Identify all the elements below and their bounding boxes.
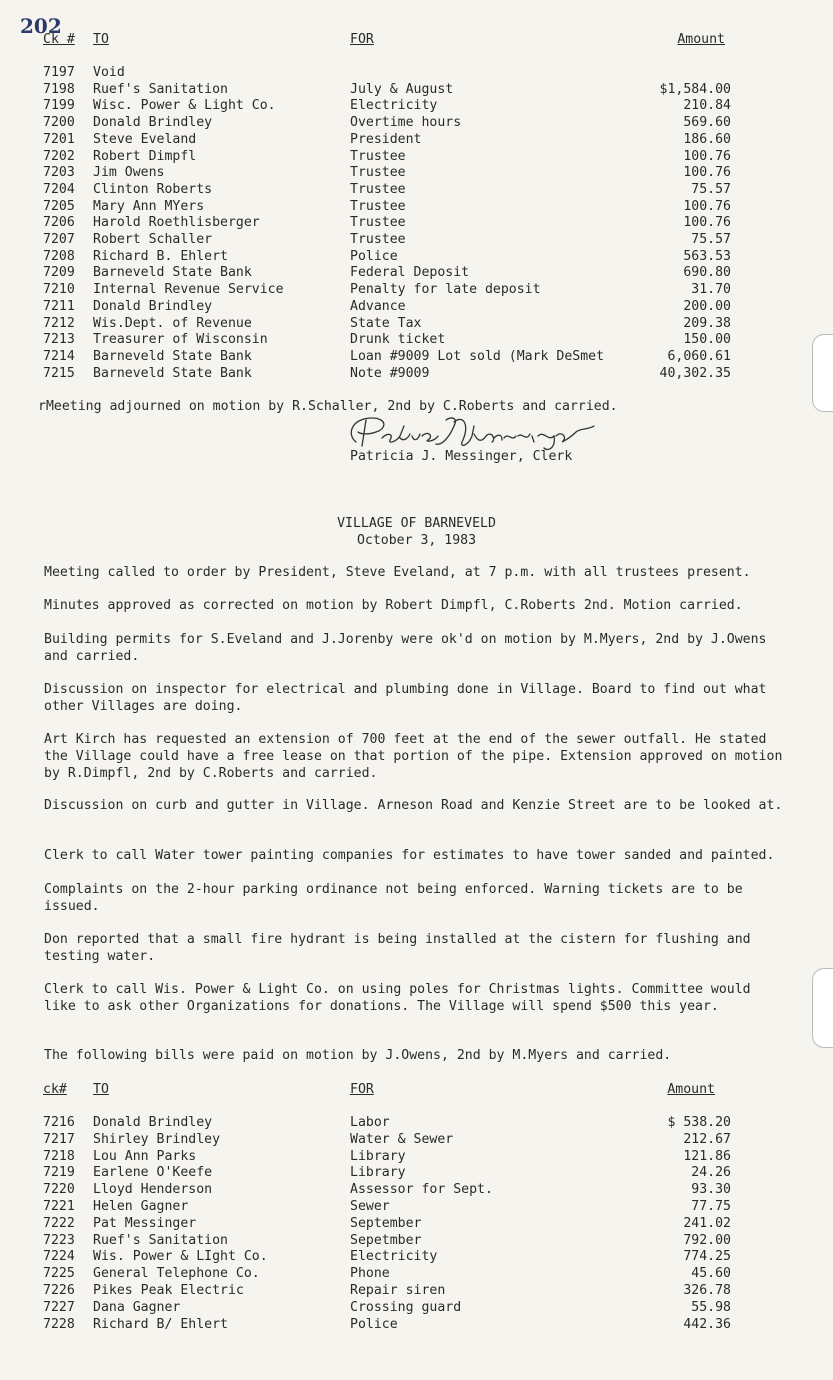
minutes-paragraph: Complaints on the 2-hour parking ordinance not being enforced. Warning tickets are to be issued. (44, 882, 743, 914)
table-row (0, 316, 833, 333)
cell-for: Police (350, 1316, 398, 1332)
cell-for: Loan #9009 Lot sold (Mark DeSmet (350, 348, 605, 364)
cell-for: Overtime hours (350, 115, 462, 131)
minutes-paragraph: Discussion on inspector for electrical and plumbing done in Village. Board to find out what other Villages are doing. (44, 682, 767, 714)
cell-to: General Telephone Co. (93, 1266, 260, 1282)
cell-for: Note #9009 (350, 365, 430, 381)
cell-ck: 7208 (43, 248, 75, 264)
minutes-title: VILLAGE OF BARNEVELD (337, 516, 496, 531)
table-row (0, 165, 833, 182)
minutes-paragraph: Discussion on curb and gutter in Village. Arneson Road and Kenzie Street are to be looked at. (44, 798, 783, 813)
table-row (0, 1165, 833, 1182)
table-row (0, 65, 833, 82)
cell-for: Library (350, 1148, 406, 1164)
cell-ck: 7228 (43, 1316, 75, 1332)
cell-ck: 7212 (43, 315, 75, 331)
cell-amount: 100.76 (683, 165, 731, 181)
table-row (0, 215, 833, 232)
cell-amount: 326.78 (683, 1283, 731, 1298)
cell-to: Wis. Power & LIght Co. (93, 1249, 268, 1265)
cell-ck: 7204 (43, 181, 75, 197)
table-row (0, 1283, 833, 1300)
cell-ck: 7200 (43, 115, 75, 131)
cell-for: Federal Deposit (350, 265, 470, 281)
cell-to: Helen Gagner (93, 1199, 189, 1214)
table-row (0, 1249, 833, 1266)
cell-ck: 7199 (43, 98, 75, 114)
cell-ck: 7221 (43, 1199, 75, 1214)
minutes-paragraph: Clerk to call Wis. Power & Light Co. on using poles for Christmas lights. Committee would like to ask other Organizations for donations. The Village will spend $500 this year. (44, 982, 751, 1014)
header-amount: Amount (667, 1082, 715, 1097)
cell-amount: 210.84 (683, 98, 731, 114)
cell-to: Ruef's Sanitation (93, 81, 228, 97)
cell-ck: 7219 (43, 1165, 75, 1181)
cell-amount: 186.60 (683, 131, 731, 147)
table-row (0, 1317, 833, 1334)
cell-for: July & August (350, 81, 454, 97)
cell-for: Trustee (350, 165, 406, 181)
table-row (0, 132, 833, 149)
cell-amount: 569.60 (683, 115, 731, 131)
cell-for: Drunk ticket (350, 332, 446, 348)
cell-for: Assessor for Sept. (350, 1182, 493, 1198)
table-row (0, 1115, 833, 1132)
cell-to: Donald Brindley (93, 298, 213, 314)
cell-to: Wis.Dept. of Revenue (93, 315, 252, 331)
table-row (0, 332, 833, 349)
cell-amount: 774.25 (683, 1249, 731, 1265)
cell-to: Treasurer of Wisconsin (93, 332, 268, 348)
cell-ck: 7202 (43, 148, 75, 164)
table-row (0, 1182, 833, 1199)
cell-for: Trustee (350, 148, 406, 164)
table-row (0, 282, 833, 299)
cell-for: Trustee (350, 181, 406, 197)
cell-amount: 442.36 (683, 1316, 731, 1332)
table-row (0, 199, 833, 216)
cell-amount: 690.80 (683, 265, 731, 281)
header-to: TO (93, 1082, 109, 1097)
cell-amount: 212.67 (683, 1131, 731, 1147)
cell-to: Richard B/ Ehlert (93, 1316, 228, 1332)
cell-amount: $1,584.00 (659, 81, 731, 97)
table-row (0, 299, 833, 316)
cell-for: State Tax (350, 315, 422, 331)
cell-ck: 7220 (43, 1182, 75, 1198)
clerk-signature (342, 412, 612, 454)
cell-for: Police (350, 248, 398, 264)
cell-amount: 121.86 (683, 1148, 731, 1164)
cell-amount: 209.38 (683, 315, 731, 331)
cell-ck: 7223 (43, 1232, 75, 1248)
header-to: TO (93, 32, 109, 47)
cell-to: Pat Messinger (93, 1215, 197, 1231)
cell-to: Barneveld State Bank (93, 365, 252, 381)
cell-for: Electricity (350, 1249, 438, 1265)
cell-amount: 100.76 (683, 148, 731, 164)
cell-for: Water & Sewer (350, 1131, 454, 1147)
table-row (0, 232, 833, 249)
minutes-paragraph: Art Kirch has requested an extension of 700 feet at the end of the sewer outfall. He stated the Village could have a free lease on that portion of the pipe. Extension approved on motion by R.Dimpfl, 2nd by C.Roberts and carried. (44, 732, 783, 781)
top-table-header (0, 32, 833, 49)
table-row (0, 1216, 833, 1233)
cell-amount: 100.76 (683, 215, 731, 231)
cell-ck: 7206 (43, 215, 75, 231)
cell-amount: 40,302.35 (659, 365, 731, 381)
cell-ck: 7213 (43, 332, 75, 348)
cell-ck: 7205 (43, 198, 75, 214)
cell-amount: $ 538.20 (667, 1115, 731, 1130)
bottom-table-header (0, 1082, 833, 1099)
cell-to: Internal Revenue Service (93, 282, 284, 298)
binder-hole-tab (812, 968, 833, 1048)
cell-ck: 7201 (43, 131, 75, 147)
cell-amount: 24.26 (691, 1165, 731, 1181)
cell-amount: 6,060.61 (667, 348, 731, 364)
cell-amount: 75.57 (691, 181, 731, 197)
table-row (0, 98, 833, 115)
cell-ck: 7209 (43, 265, 75, 281)
header-ck: ck# (43, 1082, 67, 1097)
cell-to: Lou Ann Parks (93, 1148, 197, 1164)
minutes-paragraph: Clerk to call Water tower painting companies for estimates to have tower sanded and painted. (44, 848, 775, 863)
table-row (0, 1149, 833, 1166)
cell-for: Trustee (350, 215, 406, 231)
cell-to: Dana Gagner (93, 1299, 181, 1315)
cell-for: Repair siren (350, 1283, 446, 1298)
cell-to: Shirley Brindley (93, 1131, 221, 1147)
cell-amount: 792.00 (683, 1232, 731, 1248)
cell-to: Richard B. Ehlert (93, 248, 228, 264)
cell-amount: 200.00 (683, 298, 731, 314)
cell-amount: 563.53 (683, 248, 731, 264)
cell-ck: 7214 (43, 348, 75, 364)
cell-for: September (350, 1215, 422, 1231)
cell-to: Barneveld State Bank (93, 265, 252, 281)
table-row (0, 1300, 833, 1317)
cell-ck: 7215 (43, 365, 75, 381)
cell-amount: 100.76 (683, 198, 731, 214)
cell-ck: 7224 (43, 1249, 75, 1265)
cell-amount: 150.00 (683, 332, 731, 348)
cell-for: Crossing guard (350, 1299, 462, 1315)
cell-for: Sewer (350, 1199, 390, 1214)
cell-amount: 75.57 (691, 232, 731, 247)
cell-for: Phone (350, 1266, 390, 1282)
cell-to: Jim Owens (93, 165, 165, 181)
header-amount: Amount (677, 32, 725, 47)
cell-to: Robert Schaller (93, 232, 213, 247)
cell-to: Donald Brindley (93, 115, 213, 131)
table-row (0, 366, 833, 383)
cell-amount: 93.30 (691, 1182, 731, 1198)
cell-ck: 7217 (43, 1131, 75, 1147)
header-for: FOR (350, 32, 374, 47)
cell-ck: 7227 (43, 1299, 75, 1315)
cell-ck: 7203 (43, 165, 75, 181)
minutes-paragraph: Don reported that a small fire hydrant is being installed at the cistern for flushing and testing water. (44, 932, 751, 964)
cell-ck: 7218 (43, 1148, 75, 1164)
minutes-date: October 3, 1983 (356, 533, 477, 548)
cell-for: Trustee (350, 198, 406, 214)
cell-for: Trustee (350, 232, 406, 247)
binder-hole-tab (812, 334, 833, 412)
cell-to: Clinton Roberts (93, 181, 213, 197)
cell-to: Steve Eveland (93, 131, 197, 147)
table-row (0, 1132, 833, 1149)
clerk-name-line: Patricia J. Messinger, Clerk (350, 449, 573, 464)
table-row (0, 149, 833, 166)
cell-ck: 7211 (43, 298, 75, 314)
minutes-paragraph: Minutes approved as corrected on motion by Robert Dimpfl, C.Roberts 2nd. Motion carried. (44, 598, 743, 613)
cell-amount: 31.70 (691, 282, 731, 298)
cell-to: Wisc. Power & Light Co. (93, 98, 276, 114)
adjourn-note: rMeeting adjourned on motion by R.Schaller, 2nd by C.Roberts and carried. (38, 399, 618, 414)
table-row (0, 1266, 833, 1283)
cell-for: Library (350, 1165, 406, 1181)
cell-to: Donald Brindley (93, 1115, 213, 1130)
cell-to: Ruef's Sanitation (93, 1232, 228, 1248)
cell-for: Labor (350, 1115, 390, 1130)
minutes-paragraph: Meeting called to order by President, Steve Eveland, at 7 p.m. with all trustees present. (44, 565, 751, 580)
cell-to: Mary Ann MYers (93, 198, 205, 214)
minutes-paragraph: The following bills were paid on motion by J.Owens, 2nd by M.Myers and carried. (44, 1048, 672, 1063)
cell-ck: 7226 (43, 1283, 75, 1298)
table-row (0, 265, 833, 282)
cell-amount: 55.98 (691, 1299, 731, 1315)
cell-for: Sepetmber (350, 1232, 422, 1248)
cell-ck: 7207 (43, 232, 75, 247)
table-row (0, 1199, 833, 1216)
cell-for: President (350, 131, 422, 147)
cell-amount: 241.02 (683, 1215, 731, 1231)
cell-to: Barneveld State Bank (93, 348, 252, 364)
cell-ck: 7197 (43, 65, 75, 80)
table-row (0, 82, 833, 99)
header-for: FOR (350, 1082, 374, 1097)
cell-amount: 77.75 (691, 1199, 731, 1214)
cell-amount: 45.60 (691, 1266, 731, 1282)
cell-to: Earlene O'Keefe (93, 1165, 213, 1181)
cell-ck: 7216 (43, 1115, 75, 1130)
cell-for: Advance (350, 298, 406, 314)
table-row (0, 349, 833, 366)
cell-to: Robert Dimpfl (93, 148, 197, 164)
cell-ck: 7210 (43, 282, 75, 298)
cell-to: Harold Roethlisberger (93, 215, 260, 231)
cell-to: Pikes Peak Electric (93, 1283, 244, 1298)
table-row (0, 182, 833, 199)
cell-to: Lloyd Henderson (93, 1182, 213, 1198)
cell-ck: 7222 (43, 1215, 75, 1231)
cell-ck: 7225 (43, 1266, 75, 1282)
cell-for: Electricity (350, 98, 438, 114)
minutes-paragraph: Building permits for S.Eveland and J.Jorenby were ok'd on motion by M.Myers, 2nd by J.Owens and carried. (44, 632, 767, 664)
header-ck: Ck # (43, 32, 75, 47)
table-row (0, 1233, 833, 1250)
page-number: 202 (20, 14, 62, 38)
table-row (0, 115, 833, 132)
cell-to: Void (93, 65, 125, 80)
cell-for: Penalty for late deposit (350, 282, 541, 298)
cell-ck: 7198 (43, 81, 75, 97)
table-row (0, 249, 833, 266)
